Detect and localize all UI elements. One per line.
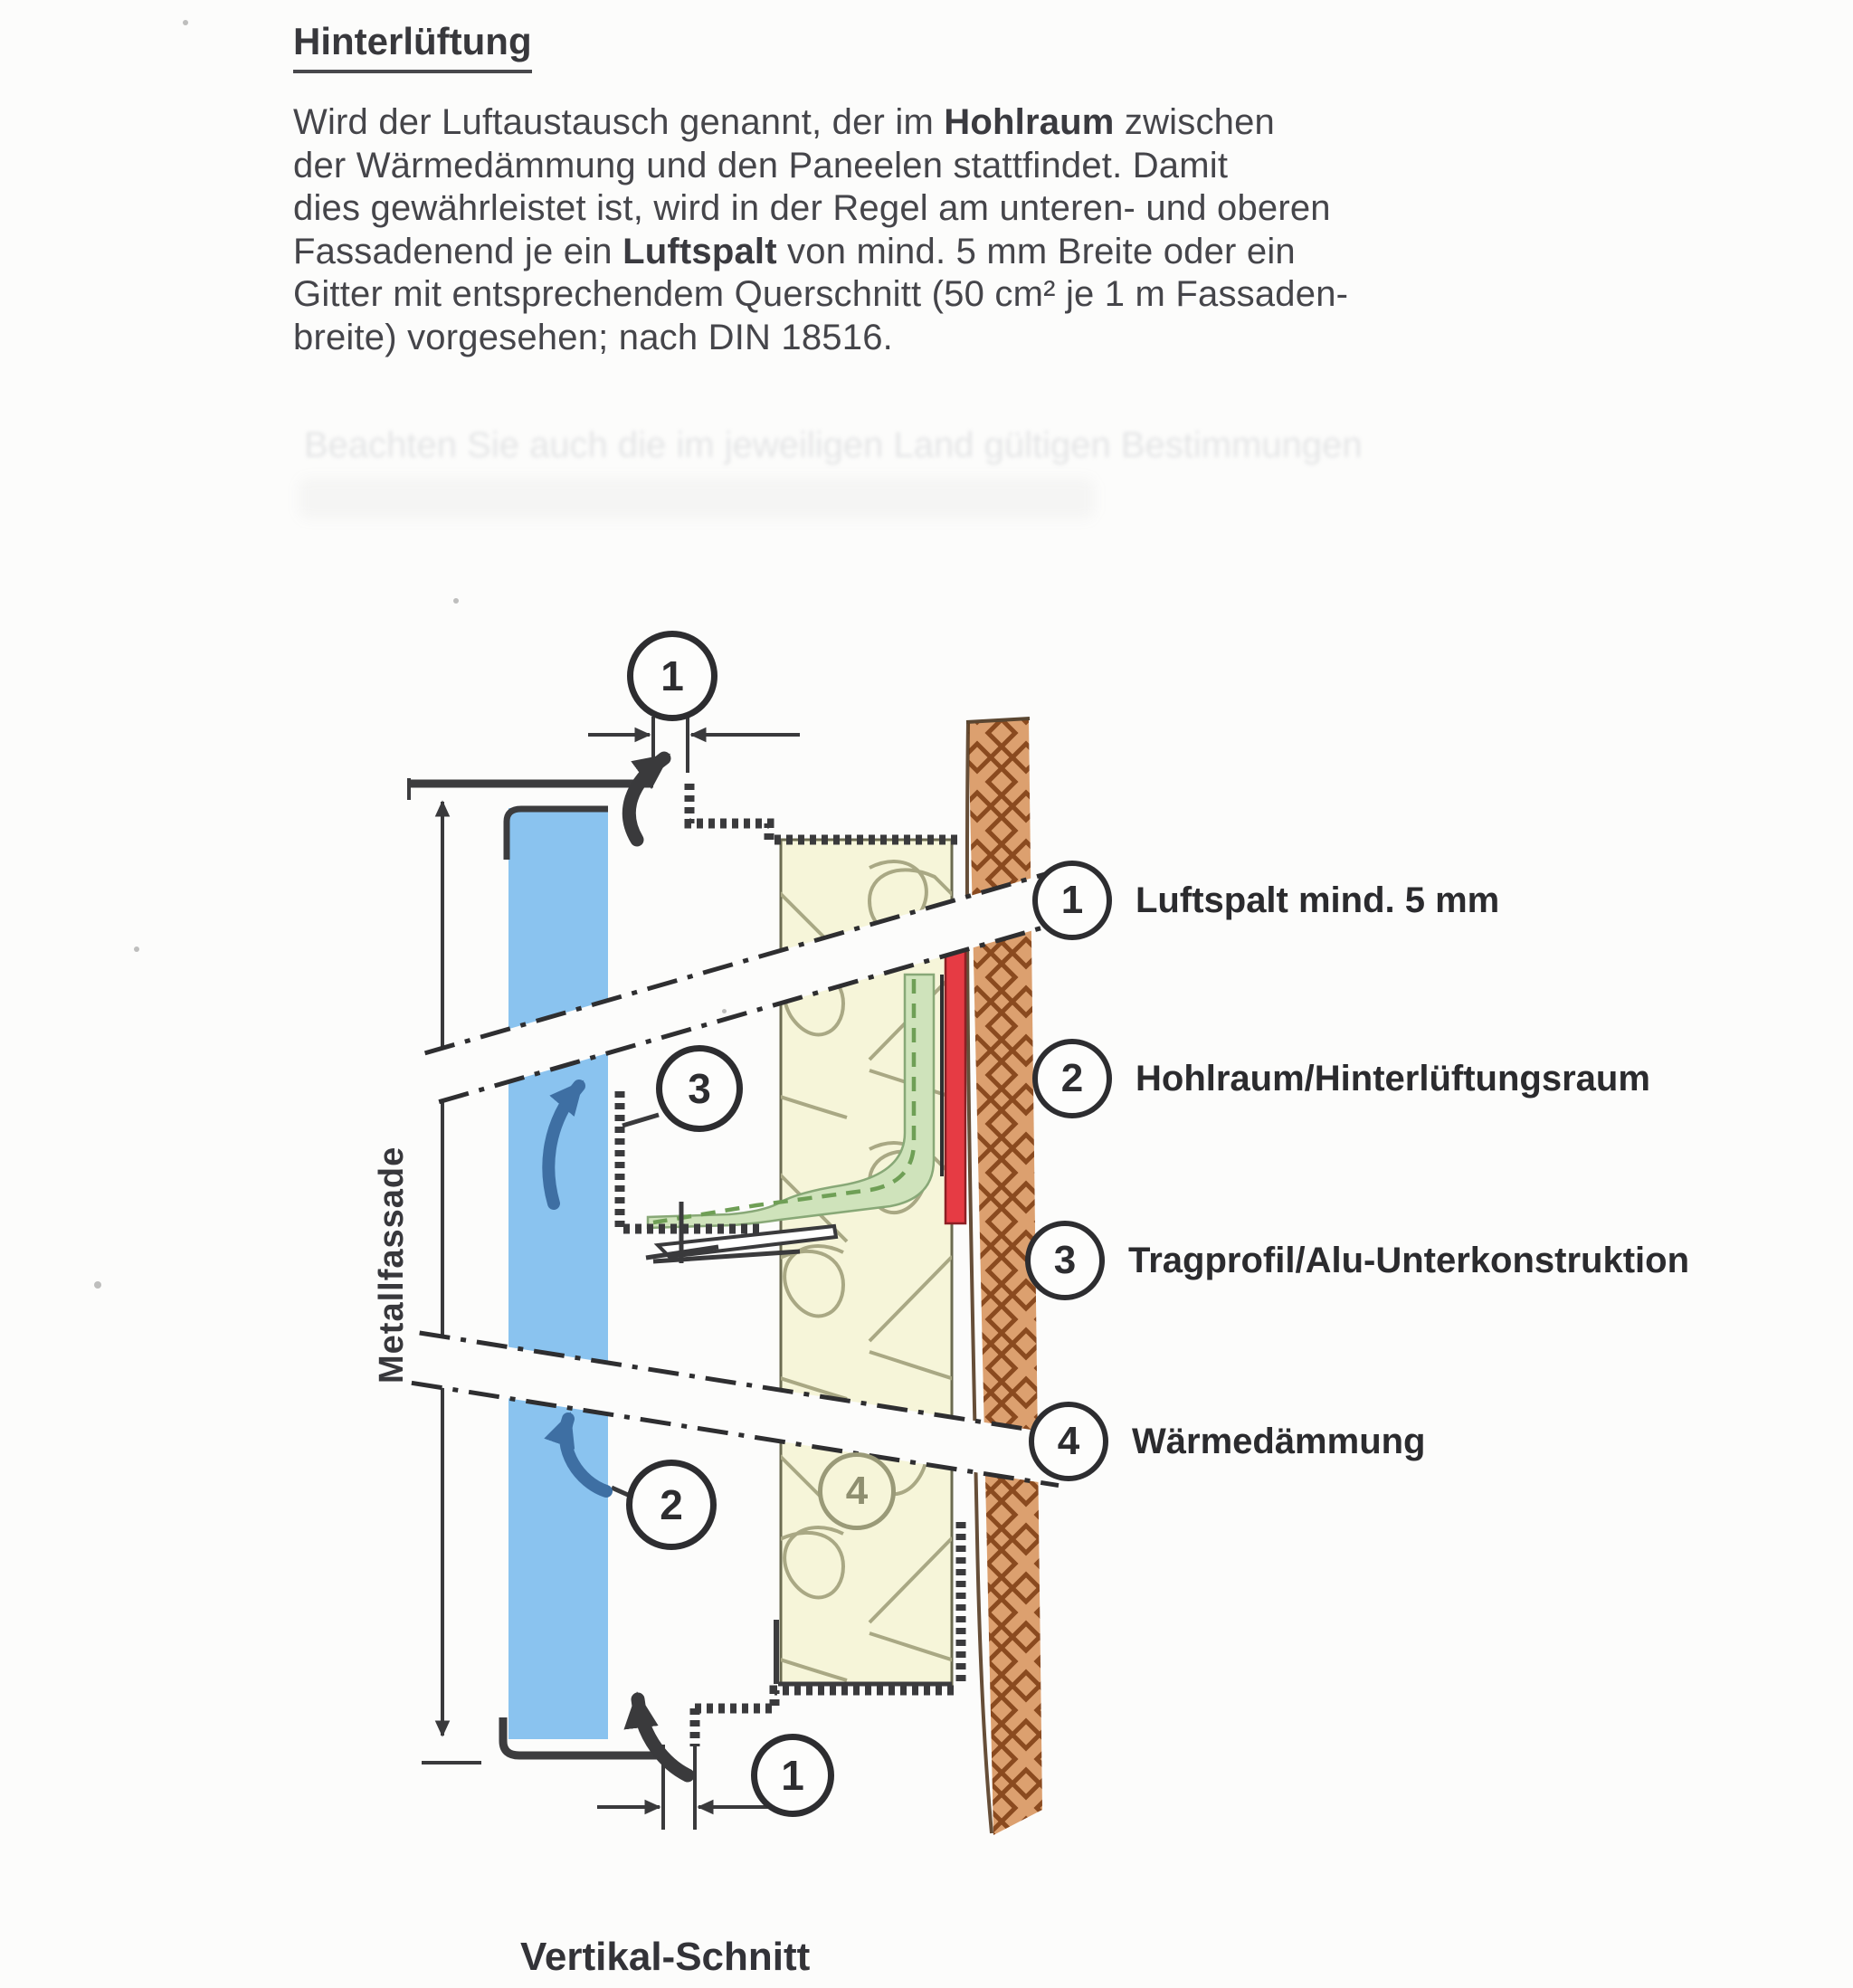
top-trim [689, 784, 961, 840]
legend-number-2: 2 [1060, 1056, 1084, 1100]
legend-circle-1 [1032, 861, 1112, 940]
legend-number-4: 4 [1057, 1419, 1080, 1463]
paragraph-line: Fassadenend je ein Luftspalt von mind. 5 mm Breite oder ein [293, 231, 1296, 271]
facade-axis-label: Metallfassade [373, 1146, 411, 1384]
leader-callout-3 [622, 1115, 659, 1126]
legend-number-1: 1 [1060, 878, 1084, 922]
vent-arrow-top [629, 758, 664, 840]
legend-circle-4 [1029, 1402, 1108, 1481]
anchor-strip [946, 951, 965, 1223]
callout-insulation-number: 4 [845, 1469, 869, 1513]
scan-speck [722, 1009, 727, 1013]
callout-top-gap-number: 1 [660, 652, 684, 699]
paragraph-line: breite) vorgesehen; nach DIN 18516. [293, 317, 893, 357]
legend-circle-2 [1032, 1039, 1112, 1118]
legend-label-2: Hohlraum/Hinterlüftungsraum [1136, 1058, 1650, 1099]
callout-insulation [818, 1452, 896, 1530]
leader-callout-2 [612, 1488, 628, 1495]
callout-top-gap [627, 631, 717, 721]
legend-label-3: Tragprofil/Alu-Unterkonstruktion [1128, 1240, 1689, 1280]
paragraph-line: Wird der Luftaustausch genannt, der im Hohlraum zwischen [293, 102, 1276, 142]
callout-bottom-gap [751, 1734, 834, 1817]
legend-item-3 [1025, 1221, 1689, 1300]
faded-smudge [299, 478, 1095, 519]
callout-bottom-gap-number: 1 [781, 1752, 804, 1799]
paragraph-line: dies gewährleistet ist, wird in der Regel am unteren- und oberen [293, 188, 1331, 228]
callout-cavity-number: 2 [660, 1481, 683, 1528]
legend-label-1: Luftspalt mind. 5 mm [1136, 880, 1500, 920]
legend-circle-3 [1025, 1221, 1105, 1300]
callout-profile [656, 1045, 743, 1132]
dimensions [422, 717, 800, 1830]
legend-number-3: 3 [1053, 1238, 1077, 1282]
scan-speck [94, 1281, 101, 1289]
diagram-caption: Vertikal-Schnitt [520, 1935, 811, 1979]
paragraph-line: der Wärmedämmung und den Paneelen stattfindet. Damit [293, 145, 1229, 185]
legend-item-1 [1032, 861, 1499, 940]
scan-speck [134, 946, 139, 952]
facade-panel [508, 808, 608, 1739]
body-paragraph [293, 101, 1361, 359]
bottom-trim [695, 1690, 955, 1708]
paragraph-line: Gitter mit entsprechendem Querschnitt (50 cm² je 1 m Fassaden- [293, 274, 1349, 314]
callout-profile-number: 3 [688, 1065, 711, 1112]
callout-cavity [626, 1460, 717, 1550]
legend-label-4: Wärmedämmung [1132, 1421, 1426, 1461]
legend-item-2 [1032, 1039, 1650, 1118]
scan-speck [453, 598, 459, 604]
scan-speck [183, 20, 188, 25]
faded-note: Beachten Sie auch die im jeweiligen Land gültigen Bestimmungen [304, 425, 1363, 465]
page-title: Hinterlüftung [293, 20, 532, 73]
vent-arrow-bottom [638, 1699, 688, 1775]
legend-item-4 [1029, 1402, 1426, 1481]
